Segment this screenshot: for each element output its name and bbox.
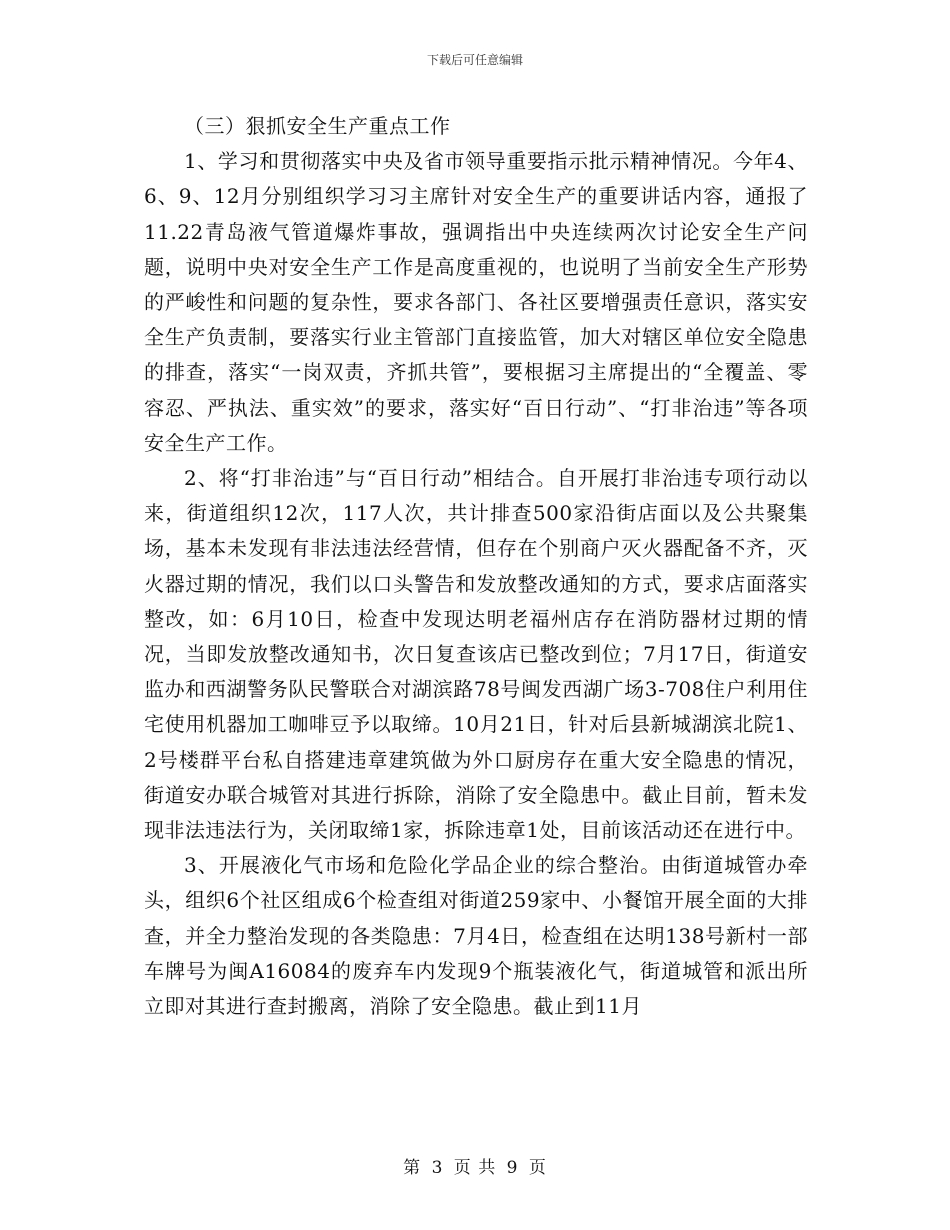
footer-total-pages: 9 xyxy=(506,1158,519,1178)
footer-suffix: 页 xyxy=(528,1158,547,1178)
section-heading: （三）狠抓安全生产重点工作 xyxy=(184,114,451,138)
paragraph-2: 2、将“打非治违”与“百日行动”相结合。自开展打非治违专项行动以来，街道组织12次，117人次，共计排查500家沿街店面以及公共聚集场，基本未发现有非法违法经营情，但存在个别商户灭火器配备不齐，灭火器过期的情况，我们以口头警告和发放整改通知的方式，要求店面落实整改，如：6月10日，检查中发现达明老福州店存在消防器材过期的情况，当即发放整改通知书，次日复查该店已整改到位；7月17日，街道安监办和西湖警务队民警联合对湖滨路78号闽发西湖广场3-708住户利用住宅使用机器加工咖啡豆予以取缔。10月21日，针对后县新城湖滨北院1、2号楼群平台私自搭建违章建筑做为外口厨房存在重大安全隐患的情况，街道安办联合城管对其进行拆除，消除了安全隐患中。截止目前，暂未发现非法违法行为，关闭取缔1家，拆除违章1处，目前该活动还在进行中。 xyxy=(144,466,808,843)
paragraph-3: 3、开展液化气市场和危险化学品企业的综合整治。由街道城管办牵头，组织6个社区组成6个检查组对街道259家中、小餐馆开展全面的大排查，并全力整治发现的各类隐患：7月4日，检查组在达明138号新村一部车牌号为闽A16084的废弃车内发现9个瓶装液化气，街道城管和派出所立即对其进行查封搬离，消除了安全隐患。截止到11月 xyxy=(144,853,808,1019)
paragraph-1: 1、学习和贯彻落实中央及省市领导重要指示批示精神情况。今年4、6、9、12月分别组织学习习主席针对安全生产的重要讲话内容，通报了11.22青岛液气管道爆炸事故，强调指出中央连续两次讨论安全生产问题，说明中央对安全生产工作是高度重视的，也说明了当前安全生产形势的严峻性和问题的复杂性，要求各部门、各社区要增强责任意识，落实安全生产负责制，要落实行业主管部门直接监管，加大对辖区单位安全隐患的排查，落实“一岗双责，齐抓共管”，要根据习主席提出的“全覆盖、零容忍、严执法、重实效”的要求，落实好“百日行动”、“打非治违”等各项安全生产工作。 xyxy=(144,149,808,455)
document-body xyxy=(144,109,808,1024)
footer-middle: 页 共 xyxy=(453,1158,497,1178)
footer-prefix: 第 xyxy=(403,1158,422,1178)
header-note: 下载后可任意编辑 xyxy=(426,53,523,67)
page-footer xyxy=(0,1157,950,1179)
footer-current-page: 3 xyxy=(431,1158,444,1178)
